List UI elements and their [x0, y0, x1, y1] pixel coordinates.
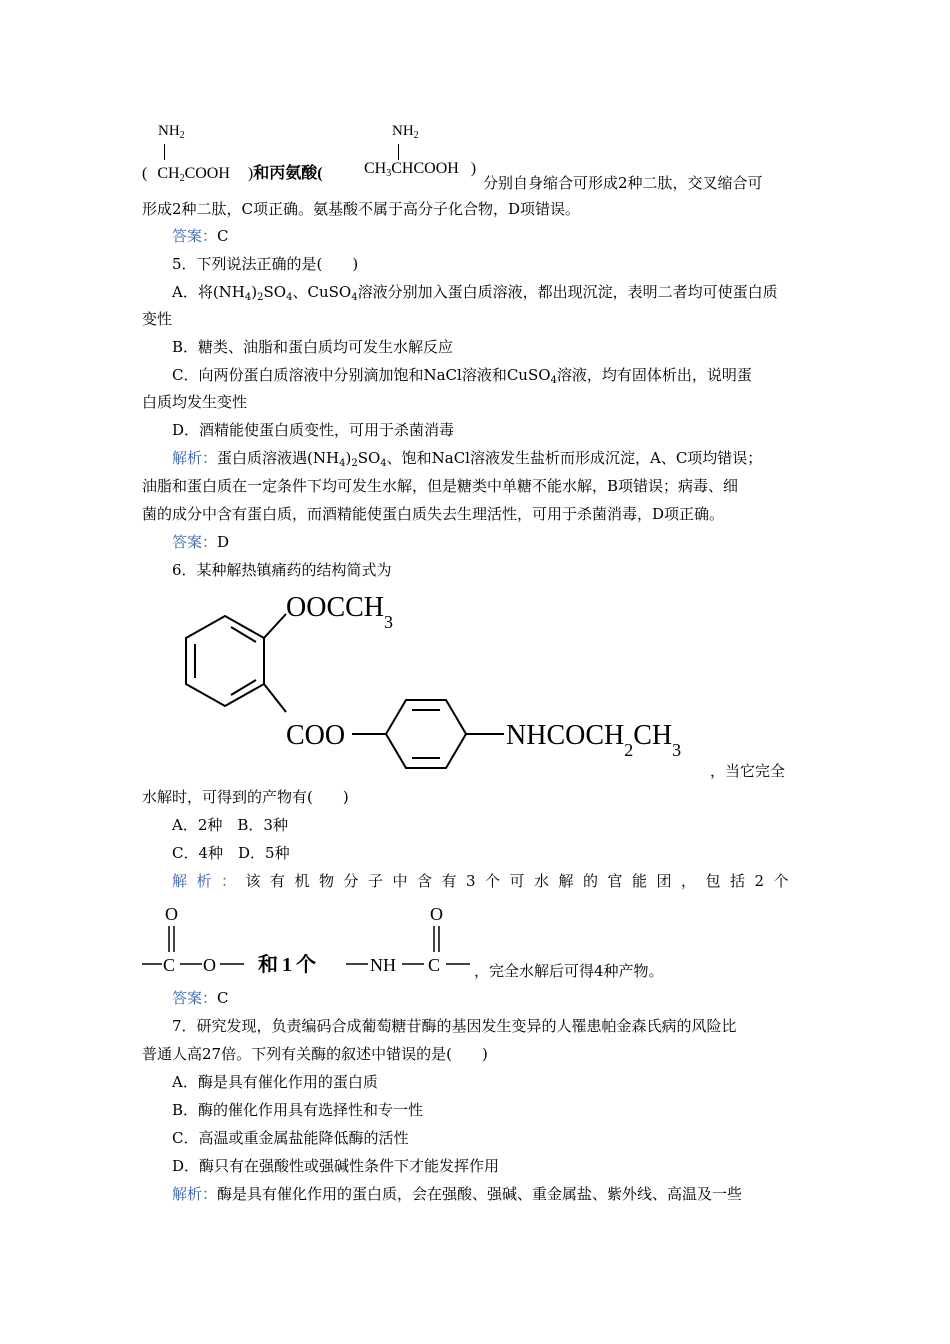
- explanation-label: 解析：: [172, 872, 246, 890]
- glycine-bond: [164, 144, 165, 160]
- and-one-label: 和1个: [258, 954, 320, 976]
- q6-explanation-1: [172, 871, 798, 891]
- q5-option-c-cont: 白质均发生变性: [142, 393, 248, 411]
- top-ooch: OOCCH: [286, 592, 385, 623]
- alanine-formula: [364, 160, 476, 179]
- q6-stem-2: 水解时，可得到的产物有( ): [142, 788, 349, 806]
- and-alanine-label: 和丙氨酸(: [253, 165, 323, 182]
- q7-option-d: D．酶只有在强酸性或强碱性条件下才能发挥作用: [172, 1157, 500, 1175]
- answer-value: C: [217, 989, 229, 1007]
- q5-c-sub: 4: [550, 375, 557, 386]
- glycine-formula: [142, 160, 323, 184]
- amide-c: C: [428, 955, 441, 975]
- q5-a-sub3: 4: [286, 292, 293, 303]
- left-ring-inner-1: [231, 627, 256, 642]
- q5-a-cu: 、CuSO: [292, 283, 352, 301]
- left-ring-inner-2: [231, 680, 256, 695]
- answer-label: 答案：: [172, 227, 218, 245]
- alanine-ch: CH: [364, 160, 387, 177]
- q7-exp-text: 酶是具有催化作用的蛋白质，会在强酸、强碱、重金属盐、紫外线、高温及一些: [217, 1185, 743, 1203]
- nh-chain-text: NHCOCH: [506, 720, 625, 751]
- q5-e-so: SO: [357, 449, 381, 467]
- q5-e-sub2: 2: [351, 458, 358, 469]
- ester-c: C: [163, 955, 176, 975]
- q5-a-mid: ): [251, 283, 258, 301]
- q4-text-1: 分别自身缩合可形成2种二肽，交叉缩合可: [483, 174, 763, 192]
- q7-stem-1: 7．研究发现，负责编码合成葡萄糖苷酶的基因发生变异的人罹患帕金森氏病的风险比: [172, 1017, 737, 1035]
- answer-value: C: [217, 227, 229, 245]
- bond-to-ester-top: [264, 614, 286, 638]
- nh-ch: CH: [633, 720, 673, 751]
- q5-stem: 5．下列说法正确的是( ): [172, 255, 359, 273]
- glycine-nh: NH: [158, 123, 180, 139]
- coo-group: COO: [286, 720, 346, 751]
- left-benzene-ring: [186, 616, 264, 706]
- q5-explanation-1: [172, 448, 762, 474]
- q6-functional-groups: [140, 900, 500, 980]
- q6-stem-tail: ，当它完全: [710, 762, 786, 780]
- q5-a-post: 溶液分别加入蛋白质溶液，都出现沉淀，表明二者均可使蛋白质: [357, 283, 778, 301]
- q7-explanation-1: [172, 1184, 742, 1204]
- q5-e-sub3: 4: [380, 458, 387, 469]
- answer-value: D: [217, 533, 230, 551]
- q5-option-c: [172, 365, 752, 391]
- amide-nh: NH: [370, 955, 396, 975]
- answer-label: 答案：: [172, 989, 218, 1007]
- q5-a-pre: A．将(NH: [172, 283, 245, 301]
- nh-sub-3: 3: [672, 740, 682, 760]
- alanine-paren-close: ): [470, 160, 477, 177]
- explanation-label: 解析：: [172, 449, 218, 467]
- answer-label: 答案：: [172, 533, 218, 551]
- q5-a-so: SO: [263, 283, 287, 301]
- q5-explanation-2: 油脂和蛋白质在一定条件下均可发生水解，但是糖类中单糖不能水解，B项错误；病毒、细: [142, 477, 739, 495]
- bond-to-coo: [264, 684, 286, 712]
- q7-stem-2: 普通人高27倍。下列有关酶的叙述中错误的是( ): [142, 1045, 488, 1063]
- q5-e-mid: ): [345, 449, 352, 467]
- q7-option-a: A．酶是具有催化作用的蛋白质: [172, 1073, 378, 1091]
- glycine-cooh: COOH: [184, 165, 230, 182]
- alanine-ch-sub: 3: [386, 168, 392, 179]
- top-sub-3: 3: [384, 612, 394, 632]
- q5-answer: [172, 532, 229, 552]
- q6-options-ab: A．2种 B．3种: [172, 816, 288, 834]
- glycine-ch: CH: [157, 165, 180, 182]
- q5-option-a-cont: 变性: [142, 310, 173, 328]
- q7-option-b: B．酶的催化作用具有选择性和专一性: [172, 1101, 424, 1119]
- alanine-nh: NH: [392, 123, 414, 139]
- alanine-nh-sub: 2: [413, 130, 419, 141]
- top-substituent: [286, 592, 393, 632]
- q4-text-2: 形成2种二肽，C项正确。氨基酸不属于高分子化合物，D项错误。: [142, 200, 581, 218]
- nh-sub-2: 2: [624, 740, 634, 760]
- ester-o: O: [203, 955, 216, 975]
- q5-e-pre: 蛋白质溶液遇(NH: [217, 449, 340, 467]
- alanine-bond: [398, 144, 399, 160]
- q6-explanation-2: ，完全水解后可得4种产物。: [474, 962, 664, 980]
- q6-answer: [172, 988, 229, 1008]
- amide-o-top: O: [430, 904, 443, 924]
- q6-options-cd: C．4种 D．5种: [172, 844, 290, 862]
- q6-structure-diagram: [140, 586, 820, 766]
- alanine-nh2: [392, 123, 419, 141]
- q5-e-sub1: 4: [339, 458, 346, 469]
- q5-c-post: 溶液，均有固体析出，说明蛋: [556, 366, 752, 384]
- glycine-nh-sub: 2: [179, 130, 185, 141]
- q5-a-sub4: 4: [351, 292, 358, 303]
- q5-explanation-3: 菌的成分中含有蛋白质，而酒精能使蛋白质失去生理活性，可用于杀菌消毒，D项正确。: [142, 505, 725, 523]
- q5-c-pre: C．向两份蛋白质溶液中分别滴加饱和NaCl溶液和CuSO: [172, 366, 551, 384]
- q7-option-c: C．高温或重金属盐能降低酶的活性: [172, 1129, 409, 1147]
- q6-stem: 6．某种解热镇痛药的结构简式为: [172, 561, 392, 579]
- q6-exp-text: 该有机物分子中含有3个可水解的官能团，包括2个: [245, 872, 799, 890]
- glycine-paren-close: ): [247, 165, 254, 182]
- glycine-ch-sub: 2: [179, 173, 185, 184]
- q5-option-d: D．酒精能使蛋白质变性，可用于杀菌消毒: [172, 421, 455, 439]
- q5-a-sub1: 4: [244, 292, 252, 303]
- q5-a-sub2: 2: [257, 292, 264, 303]
- explanation-label: 解析：: [172, 1185, 218, 1203]
- glycine-nh2: [158, 123, 185, 141]
- paren-open: (: [142, 165, 148, 182]
- q5-option-a: [172, 282, 778, 308]
- q5-e-post: 、饱和NaCl溶液发生盐析而形成沉淀，A、C项均错误；: [386, 449, 763, 467]
- q4-answer: [172, 226, 229, 246]
- q5-option-b: B．糖类、油脂和蛋白质均可发生水解反应: [172, 338, 454, 356]
- alanine-chcooh: CHCOOH: [391, 160, 459, 177]
- ester-o-top: O: [165, 904, 178, 924]
- nh-chain: [506, 720, 681, 760]
